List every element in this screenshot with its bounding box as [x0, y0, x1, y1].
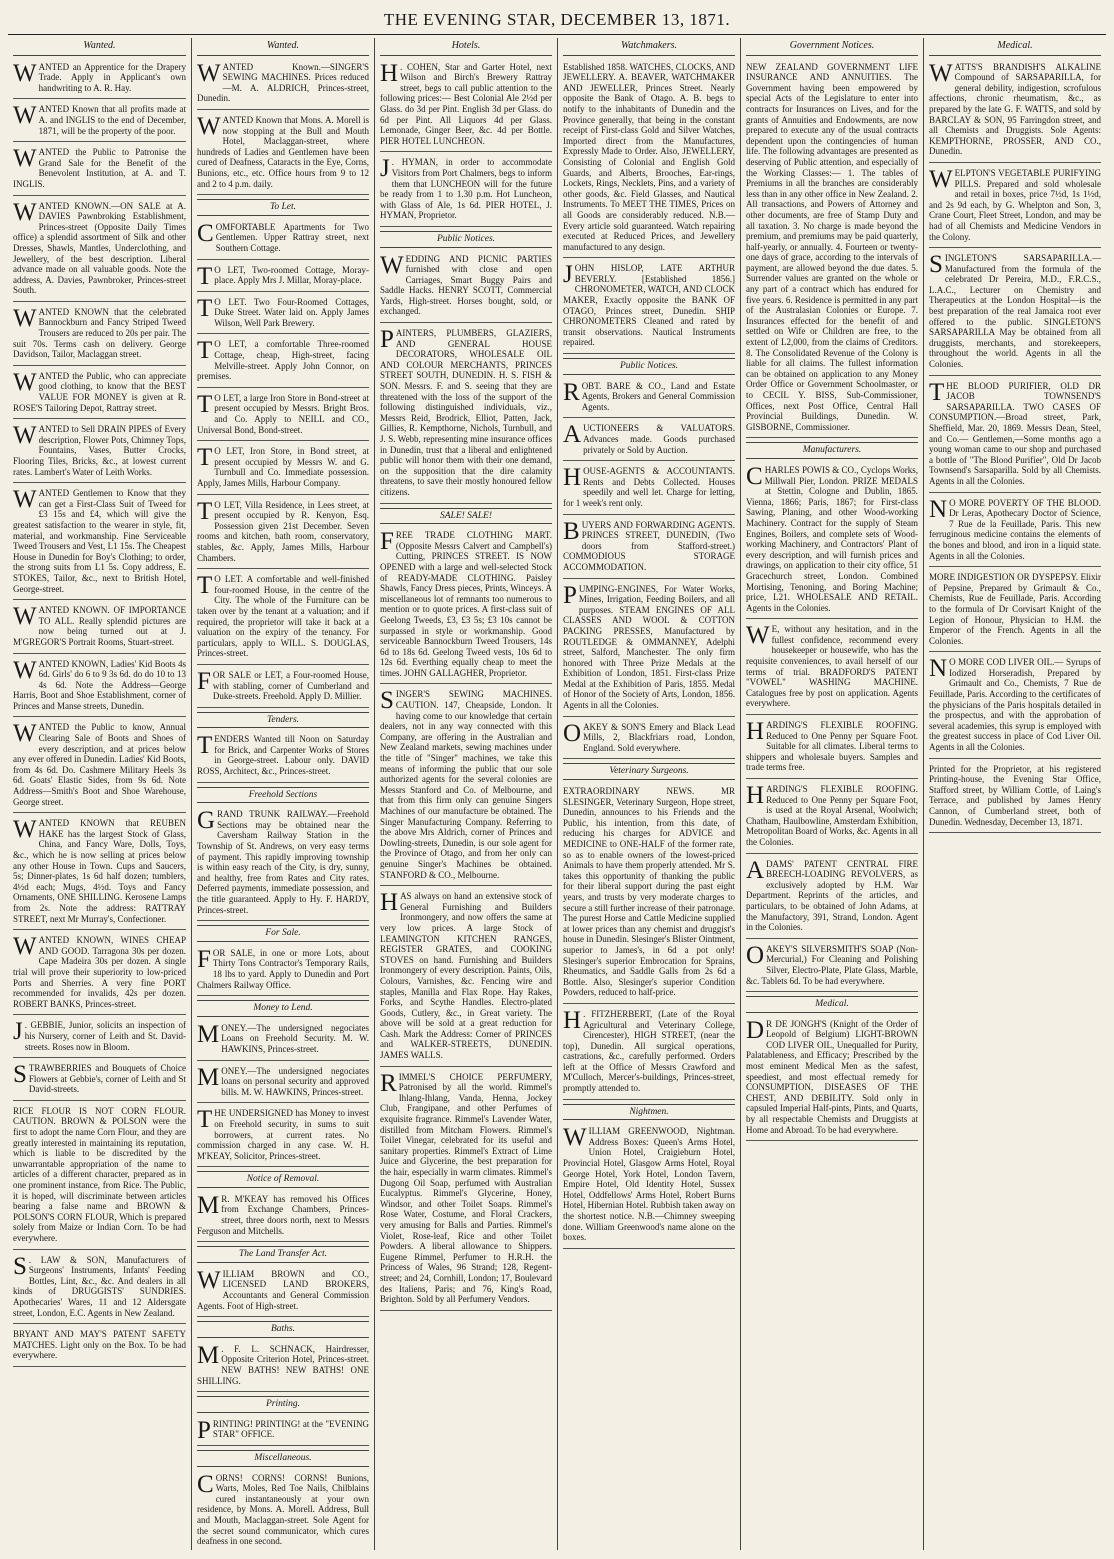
drop-cap: W	[13, 603, 37, 631]
advertisement-text: ANTED Known that all profits made at A. and INGLIS to the end of December, 1871, will be the property of the poor.	[38, 104, 186, 136]
advertisement	[197, 572, 369, 665]
advertisement	[380, 155, 552, 227]
advertisement-text: ANTED the Public to know, Annual Clearing Sale of Boots and Shoes of every description, and at prices below any ever offered in Dunedin. Ladies' Kid Boots, from 4s 6d. Do. Cashmere Military Heels 3s 6d. Goats' Elastic Sides, from 9s 6d. Note Address—Smith's Boot and Shoe Warehouse, George street.	[13, 722, 186, 807]
advertisement	[13, 603, 186, 653]
drop-cap: B	[563, 517, 580, 545]
advertisement	[746, 857, 918, 939]
advertisement	[929, 496, 1101, 568]
advertisement-text: ENDERS Wanted till Noon on Saturday for Brick, and Carpenter Works of Stores in George-street. Labour only. DAVID ROSS, Architect, &c., Princes-street.	[197, 734, 369, 777]
advertisement	[197, 1021, 369, 1061]
drop-cap: S	[13, 1061, 27, 1089]
advertisement	[929, 379, 1101, 493]
advertisement-text: ARDING'S FLEXIBLE ROOFING. Reduced to One Penny per Square Foot. Suitable for all climates. Liberal terms to shippers and wholesale buyers. Samples and trade terms free.	[746, 720, 918, 773]
drop-cap: D	[746, 1016, 765, 1044]
drop-cap: T	[197, 390, 213, 418]
advertisement-text: O MORE POVERTY OF THE BLOOD. Dr Leras, Apothecary Doctor of Science, 7 Rue de la Feuillade, Paris. This new ferruginous medicine contains the elements of the bones and blood, and iron in a liquid state. Agents in all the Colonies.	[929, 497, 1101, 561]
advertisement	[13, 369, 186, 419]
advertisement	[13, 816, 186, 930]
drop-cap: W	[13, 145, 37, 173]
column-3	[374, 38, 557, 1550]
advertisement-text: AS always on hand an extensive stock of General Furnishing and Builders Ironmongery, and now offers the same at very low prices. A large Stock of LEAMINGTON KITCHEN RANGES, REGISTER GRATES, and COOKING STOVES on hand. Furnishing and Builders Ironmongery of every description. Paints, Oils, Colours, Varnishes, &c. Fencing wire and staples, Manilla and Flax Rope. Hay Rakes, Forks, and Scythe Handles. Electro-plated Goods, Cutlery, &c., in Great variety. The above will be sold at a great reduction for Cash. Mark the Address: Corner of PRINCES and WALKER-STREETS, DUNEDIN. JAMES WALLS.	[380, 891, 552, 1061]
column-6	[923, 38, 1106, 1550]
advertisement-text: ANTED Gentlemen to Know that they can get a First-Class Suit of Tweed for £3 15s and £4, which will give the greatest satisfaction to the wearer in style, fit, material, and workmanship. Fine Serviceable Tweed Trousers and Vest, L1 15s. The Cheapest House in Dunedin for Boy's Clothing; to order, the strong suits from L1 5s. Copy address, E. STOKES, Tailor, &c., next to British Hotel, George-street.	[13, 488, 186, 594]
advertisement-text: ARDING'S FLEXIBLE ROOFING. Reduced to One Penny per Square Foot, is used at the Royal Arsenal, Woolwich; Chatham, Haulbowline, Amsterdam Exhibition, Metropolitan Board of Works, &c. Agents in all the Colonies.	[746, 784, 918, 847]
advertisement-text: HE UNDERSIGNED has Money to invest on Freehold security, in sums to suit borrowers, at current rates. No commission charged in any case. W. H. M'KEAY, Solicitor, Princes-street.	[197, 1108, 369, 1161]
advertisement-text: INGLETON'S SARSAPARILLA.—Manufactured from the formula of the celebrated Dr Pereira, M.D., F.R.C.S., L.A.C., Lecturer on Chemistry and Therapeutics at the London Hospital—is the best preparation of the real Jamaica root ever offered to the public. SINGLETON'S SARSAPARILLA May be obtained from all druggists, merchants, and storekeepers, throughout the world. Agents in all the Colonies.	[929, 253, 1101, 370]
drop-cap: O	[563, 719, 582, 747]
advertisement-text: ANTED KNOWN, WINES CHEAP AND GOOD. Tarragona 30s per dozen. Cape Madeira 30s per dozen. A single trial will prove their superiority to low-priced Ports and Sherries. A very fine PORT recommended for invalids, 42s per dozen. ROBERT BANKS, Princes-street.	[13, 935, 186, 1009]
section-heading: Medical.	[746, 996, 918, 1013]
advertisement-text: . F. L. SCHNACK, Hairdresser, Opposite Criterion Hotel, Princes-street. NEW BATHS! NEW BATHS! ONE SHILLING.	[197, 1343, 369, 1386]
advertisement	[929, 655, 1101, 758]
masthead-rule	[8, 34, 1106, 35]
advertisement-text: E, without any hesitation, and in the fullest confidence, recommend every housekeeper or housewife, who has the requisite conveniences, to avail herself of our terms of trial. BRADFORD'S PATENT "VOWEL" WASHING MACHINE. Catalogues free by post on application. Agents everywhere.	[746, 624, 918, 709]
drop-cap: W	[563, 1124, 587, 1152]
advertisement-text: Established 1858. WATCHES, CLOCKS, AND JEWELLERY. A. BEAVER, WATCHMAKER AND JEWELLER, Princes Street. Nearly opposite the Bank of Otago. A. B. begs to notify to the inhabitants of Dunedin and the Province generally, that being in the constant receipt of First-class Gold and Silver Watches, Imported direct from the Manufactures, Expressly Made to Order. Also, JEWELLERY, Consisting of Colonial and English Gold Guards, and Alberts, Brooches, Ear-rings, Lockets, Rings, Necklets, Pins, and a variety of other goods, &c. Field Glasses, and Nautical Instruments. To MEET THE TIMES, Prices on all Goods are considerably reduced. N.B.—Every article sold guaranteed. Watch repairing executed at Reduced Prices, and Jewellery manufactured to any design.	[563, 61, 735, 252]
advertisement	[563, 518, 735, 579]
column-4	[557, 38, 740, 1550]
advertisement-text: ANTED KNOWN that the celebrated Bannockburn and Fancy Striped Tweed Trousers are reduced to 20s per pair. The suit 70s. Terms cash on delivery. George Davidson, Tailor, Maclaggan street.	[13, 306, 186, 360]
advertisement-text: RICE FLOUR IS NOT CORN FLOUR. CAUTION. BROWN & POLSON were the first to adopt the name Corn Flour, and they are greatly interested in maintaining its reputation, which is liable to be discredited by the unwarrantable appropriation of the name to articles of a different character, prepared as in one prominent instance, from Rice. The Public, it is hoped, will discriminate between articles bearing a false name and BROWN & POLSON'S CORN FLOUR, Which is prepared solely from Maize or Indian Corn. To be had everywhere.	[13, 1105, 186, 1243]
advertisement	[746, 718, 918, 779]
advertisement-text: ANTED the Public to Patronise the Grand Sale for the Benefit of the Benevolent Institution, at A. and T. INGLIS.	[13, 147, 186, 189]
advertisement-text: ELPTON'S VEGETABLE PURIFYING PILLS. Prepared and sold wholesale and retail in boxes, price 7½d, 1s 1½d, and 2s 9d each, by G. Whelpton and Son, 3, Crane Court, Fleet Street, London, and may be had of all Chemists and Medicine Vendors in the Colony.	[929, 167, 1101, 242]
advertisement	[197, 1267, 369, 1317]
drop-cap: C	[197, 1470, 214, 1498]
advertisement-text: . FITZHERBERT, (Late of the Royal Agricultural and Veterinary College, Cirencester), HIGH STREET, (near the top), Dunedin. All surgical operations, castrations, &c., carefully performed. Orders left at the Office of Messrs Crawford and M'Culloch, Mercer's-buildings, Princes-street, promptly attended to.	[563, 1008, 735, 1094]
column-header: Government Notices.	[746, 38, 918, 56]
advertisement	[13, 933, 186, 1015]
drop-cap: C	[197, 219, 214, 247]
drop-cap: J	[563, 261, 573, 289]
advertisement-text: ANTED Known.—SINGER'S SEWING MACHINES. Prices reduced—M. A. ALDRICH, Princes-street, Dunedin.	[197, 61, 369, 104]
drop-cap: T	[197, 572, 213, 600]
section-heading: Public Notices.	[380, 231, 552, 248]
drop-cap: W	[929, 59, 953, 87]
drop-cap: P	[197, 1416, 211, 1444]
advertisement	[197, 1192, 369, 1242]
advertisement-text: ONEY.—The undersigned negociates Loans on Freehold Security. M. W. HAWKINS, Princes-street.	[221, 1022, 369, 1054]
advertisement-text: . COHEN, Star and Garter Hotel, next Wilson and Birch's Brewery Rattray street, begs to call public attention to the following prices:— Best Colonial Ale 2½d per Glass. do 3d per Pint. English 3d per Glass. do 6d per Pint. All Liquors 4d per Glass. Lemonade, Ginger Beer, &c. 4d per Bottle. PIER HOTEL LUNCHEON.	[380, 61, 552, 146]
advertisement-text: OHN HISLOP, LATE ARTHUR BEVERLY. [Established 1856.] CHRONOMETER, WATCH, AND CLOCK MAKER, Exactly opposite the BANK OF OTAGO, Princes street, Dunedin. SHIP CHRONOMETERS Cleaned and rated by transit observations. Nautical Instruments repaired.	[563, 263, 735, 348]
advertisement	[197, 1417, 369, 1446]
advertisement	[380, 687, 552, 886]
advertisement	[197, 113, 369, 195]
column-header: Wanted.	[197, 38, 369, 56]
advertisement-text: Printed for the Proprietor, at his registered Printing-house, the Evening Star Office, Stafford street, by William Cottle, of Laing's Terrace, and published by James Henry Cannon, of Cumberland street, both of Dunedin. Wednesday, December 13, 1871.	[929, 763, 1101, 827]
drop-cap: N	[929, 655, 948, 683]
advertisement-text: RINTING! PRINTING! at the "EVENING STAR" OFFICE.	[212, 1418, 369, 1440]
section-heading: The Land Transfer Act.	[197, 1246, 369, 1263]
advertisement-text: O LET, a comfortable Three-roomed Cottage, cheap, High-street, facing Melville-street. Apply John Connor, on premises.	[197, 339, 369, 382]
advertisement	[13, 102, 186, 142]
advertisement	[13, 1327, 186, 1367]
advertisement	[197, 807, 369, 921]
column-1	[8, 38, 191, 1550]
advertisement-text: . GEBBIE, Junior, solicits an inspection of his Nursery, corner of Leith and St. David-streets. Roses now in Bloom.	[24, 1020, 186, 1052]
drop-cap: W	[380, 251, 404, 279]
section-heading: For Sale.	[197, 925, 369, 942]
advertisement-text: ANTED the Public, who can appreciate good clothing, to know that the BEST VALUE FOR MONEY is given at R. ROSE'S Tailoring Depot, Rattray street.	[13, 370, 186, 413]
column-header: Wanted.	[13, 38, 186, 56]
advertisement	[13, 720, 186, 813]
advertisement	[13, 1018, 186, 1058]
advertisement-text: MORE INDIGESTION OR DYSPEPSY. Elixir of Pepsine, Prepared by Grimault & Co., Chemists, Rue de Feuillade, Paris. According to the formula of Dr Corvisart Knight of the Legion of Honour, Physician to H.M. the Emperor of the French. Agents in all the Colonies.	[929, 572, 1101, 646]
advertisement-text: ONEY.—The undersigned negociates loans on personal security and approved bills. M. W. HAWKINS, Princes-street.	[221, 1065, 369, 1097]
drop-cap: H	[746, 718, 765, 746]
advertisement	[563, 1124, 735, 1249]
section-heading: Nightmen.	[563, 1104, 735, 1121]
advertisement-text: ANTED KNOWN, Ladies' Kid Boots 4s 6d. Girls' do 6 to 9 3s 6d. do do 10 to 13 4s 6d. Note the Address—George Harris, Boot and Shoe Establishment, corner of Princes and Manse streets, Dunedin.	[13, 658, 186, 711]
advertisement	[929, 762, 1101, 834]
section-heading: Tenders.	[197, 712, 369, 729]
advertisement	[197, 263, 369, 292]
advertisement-text: EXTRAORDINARY NEWS. MR SLESINGER, Veterinary Surgeon, Hope street, Dunedin, announces to his Friends and the Public, his intention, from this date, of reducing his charges for ADVICE and MEDICINE to ONE-HALF of the former rate, so as to enable owners of the lowest-priced Animals to have them properly attended. Mr S. takes this opportunity of thanking the public for their liberal support during the past eight years, and trusts by very moderate charges to secure a still further increase of their patronage. The purest Horse and Cattle Medicine supplied at lower prices than any chemist and druggist's house in Dunedin. Slesinger's Blister Ointment, superior to James's, in 6d a pot only! Slesinger's superior Embrocation for Sprains, Rheumatics, and Saddle Galls from 2s 6d a Bottle. Also, Slesinger's superior Condition Powders, reduced to half-price.	[563, 786, 735, 998]
advertisement-text: ANTED Known that Mons. A. Morell is now stopping at the Bull and Mouth Hotel, Maclaggan-street, where hundreds of Ladies and Gentlemen have been cured of Deafness, Cataracts in the Eye, Corns, Bunions, etc., etc. Office hours from 9 to 12 and 2 to 4 p.m. daily.	[197, 114, 369, 189]
advertisement	[929, 251, 1101, 376]
advertisement	[197, 1064, 369, 1104]
advertisement	[380, 60, 552, 153]
advertisement	[197, 668, 369, 708]
section-heading: Public Notices.	[563, 358, 735, 375]
advertisement-text: ANTED to Sell DRAIN PIPES of Every description, Flower Pots, Chimney Tops, Fountains, Vases, Butter Crocks, Flooring Tiles, Bricks, &c., at lowest current rates. Lambert's Water of Leith Works.	[13, 424, 186, 477]
advertisement	[380, 889, 552, 1067]
drop-cap: J	[13, 1018, 23, 1046]
advertisement	[746, 782, 918, 854]
drop-cap: J	[380, 155, 390, 183]
advertisement-text: O LET. Two Four-Roomed Cottages, Duke Street. Water laid on. Apply James Wilson, Well Park Brewery.	[214, 296, 369, 328]
drop-cap: W	[13, 720, 37, 748]
advertisement-text: OBT. BARE & CO., Land and Estate Agents, Brokers and General Commission Agents.	[581, 380, 735, 412]
advertisement	[13, 1104, 186, 1250]
advertisement-text: ATTS'S BRANDISH'S ALKALINE Compound of SARSAPARILLA, for general debility, indigestion, scrofulous affections, chronic rheumatism, &c., as prepared by the late G. F. WATTS, and sold by BARCLAY & SON, 95 Farringdon street, and all Chemists and Druggists. Sole Agents: KEMPTHORNE, PROSSER, AND CO., Dunedin.	[929, 61, 1101, 157]
drop-cap: O	[746, 941, 765, 969]
drop-cap: A	[563, 421, 582, 449]
drop-cap: W	[13, 198, 37, 226]
section-heading: Notice of Removal.	[197, 1171, 369, 1188]
column-header: Medical.	[929, 38, 1101, 56]
advertisement-text: RAND TRUNK RAILWAY.—Freehold Sections may be obtained near the Caversham Railway Station in the Township of St. Andrews, on very easy terms of payment. This rapidly improving township is within easy reach of the City, is dry, sunny, and healthy, free from Rates and City rates. Deferred payments, immediate possession, and the title guaranteed. Apply to Hy. F. HARDY, Princes-street.	[197, 809, 369, 915]
advertisement	[563, 1007, 735, 1100]
advertisement	[746, 942, 918, 992]
drop-cap: T	[197, 262, 213, 290]
advertisement	[13, 305, 186, 366]
advertisement-text: IMMEL'S CHOICE PERFUMERY, Patronised by all the world. Rimmel's Ihlang-Ihlang, Vanda, Henna, Jockey Club, Frangipane, and other Perfumes of exquisite fragrance. Rimmel's Lavender Water, distilled from Mitcham Flowers. Rimmel's Toilet Vinegar, celebrated for its useful and sanitary properties. Rimmel's Extract of Lime Juice and Glycerine, the best preparation for the hair, especially in warm climates. Rimmel's Dugong Oil Soap, perfumed with Australian Eucalyptus. Rimmel's Glycerine, Honey, Windsor, and other Toilet Soaps. Rimmel's Rose Water, Costume, and Floral Crackers, very amusing for Balls and Parties. Rimmel's Violet, Rose-leaf, Rice and other Toilet Powders. A liberal allowance to Shippers. Eugene Rimmel, Perfumer to H.R.H. the Princess of Wales, 96 Strand; 128, Regent-street; and 24, Cornhill, London; 17, Boulevard des Italiens, Paris; and 76, King's Road, Brighton. Sold by all Perfumery Vendors.	[380, 1071, 552, 1305]
advertisement	[929, 570, 1101, 652]
advertisement	[197, 337, 369, 387]
drop-cap: P	[380, 326, 394, 354]
advertisement	[746, 622, 918, 715]
advertisement-text: HE BLOOD PURIFIER, OLD DR JACOB TOWNSEND'S SARSAPARILLA. TWO CASES OF CONSUMPTION.—Broad street, Park, Sheffield, Mar. 20, 1869. Messrs Dean, Steel, and Co.— Gentlemen,—Some months ago a young woman came to our shop and purchased a bottle of "The Blood Purifier", Old Dr Jacob Townsend's Sarsaparilla. Sold by all Chemists. Agents in all the Colonies.	[929, 380, 1101, 486]
advertisement	[563, 261, 735, 354]
section-heading: Veterinary Surgeons.	[563, 763, 735, 780]
advertisement-text: AKEY'S SILVERSMITH'S SOAP (Non-Mercurial,) For Cleaning and Polishing Silver, Electro-Plate, Plate Glass, Marble, &c. Tablets 6d. To be had everywhere.	[746, 943, 918, 986]
drop-cap: W	[13, 422, 37, 450]
advertisement	[380, 326, 552, 504]
drop-cap: T	[197, 294, 213, 322]
advertisement	[13, 657, 186, 718]
advertisement-text: DAMS' PATENT CENTRAL FIRE BREECH-LOADING REVOLVERS, as exclusively adopted by H.M. War Department. Reprints of the articles, and particulars, to be obtained of John Adams, at the Manufactory, 391, Strand, London. Agent in the Colonies.	[746, 858, 918, 933]
drop-cap: W	[197, 112, 221, 140]
advertisement-text: HARLES POWIS & CO., Cyclops Works, Millwall Pier, London. PRIZE MEDALS at Stettin, Cologne and Dublin, 1865. Vienna, 1866; Paris, 1867; for First-class Sawing, Planing, and other Wood-working Machinery. Contract for the supply of Steam Engines, Boilers, and complete sets of Wood-working Machinery, and Contractors' Plant of every description, and will furnish prices and drawings, on application to their city office, 51 Gracechurch street, London. Combined Mortising, Tenoning, and Boring Machine; price, L21. WHOLESALE AND RETAIL. Agents in the Colonies.	[746, 464, 918, 613]
drop-cap: T	[929, 378, 945, 406]
drop-cap: F	[197, 667, 211, 695]
advertisement-text: REE TRADE CLOTHING MART. (Opposite Messrs Calvert and Campbell's) Cutting, PRINCES STREET. IS NOW OPENED with a large and well-selected Stock of READY-MADE CLOTHING. Paisley Shawls, Fancy Dress pieces, Prints, Winceys. A miscellaneous lot of remnants too numerous to mention or to quote prices. A first-class suit of Geelong Tweeds, £3, £3 5s; £3 10s cannot be surpassed in style or workmanship. Good serviceable Bannockburn Tweed Trousers, 14s 6d to 18s 6d. Geelong Tweed vests, 10s 6d to 12s 6d. Everthing equally cheap to meet the times. JOHN GALLAGHER, Proprietor.	[380, 530, 552, 678]
advertisement	[380, 1070, 552, 1311]
advertisement-text: R. M'KEAY has removed his Offices from Exchange Chambers, Princes-street, three doors north, next to Messrs Ferguson and Mitchells.	[197, 1193, 369, 1236]
column-5	[740, 38, 923, 1550]
drop-cap: T	[197, 1106, 213, 1134]
advertisement	[197, 1342, 369, 1392]
advertisement-text: O MORE COD LIVER OIL.— Syrups of Iodized Horseradish, Prepared by Grimault and Co., Chemists, 7 Rue de Feuillade, Paris. According to the certificates of the physicians of the Paris hospitals detailed in the prospectus, and with the approbation of several academies, this syrup is employed with the greatest success in place of Cod Liver Oil. Agents in all the Colonies.	[929, 657, 1101, 753]
advertisement-text: O LET, Villa Residence, in Lees street, at present occupied by R. Kenyon, Esq. Possession given 21st December. Seven rooms and kitchen, bath room, conservatory, stables, &c. Apply, James Mills, Harbour Chambers.	[197, 499, 369, 563]
advertisement-text: O LET. A comfortable and well-finished four-roomed House, in the centre of the City. The whole of the Furniture can be taken over by the tenant at a valuation; and if required, the proprietor will take it back at a valuation on the expiry of the tenancy. For particulars, apply to WILL. S. DOUGLAS, Princes-street.	[197, 574, 369, 659]
drop-cap: F	[380, 528, 394, 556]
advertisement-text: . LAW & SON, Manufacturers of Surgeons' Instruments, Infants' Feeding Bottles, Lint, &c., &c. And dealers in all kinds of DRUGGISTS' SUNDRIES. Apothecaries' Wares, 11 and 12 Aldersgate street, London, E.C. Agents in New Zealand.	[13, 1254, 186, 1318]
masthead: THE EVENING STAR, DECEMBER 13, 1871.	[383, 10, 731, 29]
drop-cap: W	[13, 486, 37, 514]
advertisement	[197, 946, 369, 996]
drop-cap: R	[380, 1069, 397, 1097]
drop-cap: H	[380, 889, 399, 917]
advertisement-text: ANTED KNOWN that REUBEN HAKE has the largest Stock of Glass, China, and Fancy Ware, Dolls, Toys, &c., which he is now selling at prices below any other House in Town. Cups and Saucers, 5s; Dinner-plates, 1s 6d half dozen; tumblers, 4½d each; Mugs, 4½d. Toys and Fancy Ornaments, ONE SHILLING. Kerosene Lamps from 2s. Note the address: RATTRAY STREET, next Mr Murray's, Confectioner.	[13, 818, 186, 924]
drop-cap: H	[746, 782, 765, 809]
advertisement-text: ILLIAM BROWN and CO., LICENSED LAND BROKERS, Accountants and General Commission Agents. Foot of High-street.	[197, 1268, 369, 1311]
drop-cap: W	[13, 102, 37, 130]
advertisement-text: ANTED KNOWN. OF IMPORTANCE TO ALL. Really splendid pictures are now being turned out at J. M'GREGOR'S Portrait Rooms, Stuart-street.	[13, 605, 186, 647]
drop-cap: W	[746, 622, 770, 650]
advertisement-text: ILLIAM GREENWOOD, Nightman. Address Boxes: Queen's Arms Hotel, Union Hotel, Craigieburn Hotel, Provincial Hotel, Glasgow Arms Hotel, Royal George Hotel, York Hotel, London Tavern, Empire Hotel, Old Identity Hotel, Sussex Hotel, Oddfellows' Arms Hotel, Robert Burns Hotel, Hibernian Hotel. Rubbish taken away on the shortest notice. N.B.—Chimney sweeping done. William Greenwood's name alone on the boxes.	[563, 1126, 735, 1243]
advertisement-text: NEW ZEALAND GOVERNMENT LIFE INSURANCE AND ANNUITIES. The Government having been empowered by special Acts of the Legislature to enter into contracts for Insurances on Lives, and for the grants of Annuities and Endowments, are now prepared to execute any of the usual contracts dependent upon the contingencies of human life. The following advantages are presented as deserving of Public attention, and especially of the Working Classes:— 1. The tables of Premiums in all the branches are considerably less than in any other office in New Zealand. 2. All transactions, and Powers of Attorney and other documents, are free of Stamp Duty and all taxation. 3. No charge is made beyond the premium, and premiums may be paid quarterly, half-yearly, or annually. 4. Fourteen or twenty-one days of grace, according to the intervals of payment, are allowed beyond the due dates. 5. Surrender values are granted on the whole or any part of a contract which has endured for five years. 6. Residence is permitted in any part of the Australasian Colonies or Europe. 7. Insurances effected for the benefit of and settled on Wife or Children are free, to the extent of L2,000, from the claims of Creditors. 8. The Consolidated Revenue of the Colony is liable for all claims. The fullest information can be obtained on application to any Money Order Office or Government Schoolmaster, or to CECIL Y. BISS, Sub-Commissioner, Offices, next Post Office, Central Hall Provincial Buildings, Dunedin. W. GISBORNE, Commissioner.	[746, 61, 918, 432]
drop-cap: T	[197, 337, 213, 365]
drop-cap: S	[13, 1252, 27, 1280]
column-header: Watchmakers.	[563, 38, 735, 56]
section-heading: Manufacturers.	[746, 442, 918, 459]
advertisement	[197, 295, 369, 335]
advertisement	[13, 1061, 186, 1101]
drop-cap: S	[929, 251, 943, 279]
advertisement	[929, 166, 1101, 248]
advertisement-text: O LET, Iron Store, in Bond street, at present occupied by Messrs W. and G. Turnbull and Co. Immediate possession. Apply, James Mills, Harbour Company.	[197, 446, 369, 488]
advertisement	[563, 60, 735, 259]
drop-cap: H	[380, 59, 399, 87]
advertisement-text: R DE JONGH'S (Knight of the Order of Leopold of Belgium) LIGHT-BROWN COD LIVER OIL, Unequalled for Purity, Palatableness, and Efficacy; Prescribed by the most eminent Medical Men as the safest, speediest, and most effectual remedy for CONSUMPTION, DISEASES OF THE CHEST, AND DEBILITY. Sold only in capsuled Imperial Half-pints, Pints, and Quarts, by all respectable Chemists and Druggists at Home and Abroad. To be had everywhere.	[746, 1018, 918, 1135]
drop-cap: A	[746, 856, 765, 884]
section-heading: To Let.	[197, 199, 369, 216]
advertisement-text: ANTED an Apprentice for the Drapery Trade. Apply in Applicant's own handwriting to A. R. Hay.	[38, 61, 186, 93]
drop-cap: F	[197, 945, 211, 973]
section-heading: Money to Lend.	[197, 1000, 369, 1017]
advertisement	[13, 199, 186, 302]
advertisement	[13, 486, 186, 600]
advertisement	[746, 1017, 918, 1142]
advertisement-text: AINTERS, PLUMBERS, GLAZIERS, AND GENERAL HOUSE DECORATORS, WHOLESALE OIL AND COLOUR MERCHANTS, PRINCES STREET SOUTH, DUNEDIN. H. S. FISH & SON. Messrs. F. and S. seeing that they are threatened with the loss of the support of the following distinguished individuals, viz., Messrs Reid, Brodrick, Elliot, Patten, Jack, Gillies, R. Kempthorne, Nichols, Turnbull, and J. S. Webb, representing mine insurance offices in Dunedin, trust that a liberal and enlightened public will honor them with their one demand, on the supposition that the dire calamity threatens, to save their mostly honoured fellow citizens.	[380, 328, 552, 497]
drop-cap: H	[563, 1006, 582, 1034]
section-heading: Freehold Sections	[197, 787, 369, 804]
drop-cap: W	[13, 368, 37, 396]
advertisement-text: O LET, Two-roomed Cottage, Moray-place. Apply Mrs J. Millar, Moray-place.	[214, 264, 369, 286]
advertisement	[563, 582, 735, 717]
advertisement-text: INGER'S SEWING MACHINES. CAUTION. 147, Cheapside, London. It having come to our knowledge that certain dealers, not in any way connected with this Company, are offering in the Australian and New Zealand markets, sewing machines under the title of "Singer" machines, we take this means of informing the public that our sole authorized agents for the several colonies are Messrs Stanford and Co. of Melbourne, and that from this firm only can genuine Singers Machines of our manufacture be obtained. The Singer Manufacturing Company. Referring to the above Mrs Aldrich, corner of Princes and Dowling-streets, Dunedin, is our sole agent for the Province of Otago, and from her only can genuine Singer's Machines be obtained. STANFORD & CO., Melbourne.	[380, 689, 552, 880]
advertisement-text: TRAWBERRIES and Bouquets of Choice Flowers at Gebbie's, corner of Leith and St David-streets.	[28, 1063, 186, 1095]
advertisement	[380, 528, 552, 684]
advertisement	[563, 720, 735, 760]
drop-cap: C	[746, 462, 763, 490]
advertisement-text: OR SALE or LET, a Four-roomed House, with stabling, corner of Cumberland and Duke-streets. Freehold. Apply D. Millier.	[212, 669, 369, 702]
drop-cap: W	[197, 1266, 221, 1294]
advertisement-text: BRYANT AND MAY'S PATENT SAFETY MATCHES. Light only on the Box. To be had everywhere.	[13, 1329, 186, 1361]
advertisement-text: OR SALE, in one or more Lots, about Thirty Tons Contractor's Temporary Rails, 18 lbs to yard. Apply to Dunedin and Port Chalmers Railway Office.	[197, 947, 369, 990]
advertisement-text: UCTIONEERS & VALUATORS. Advances made. Goods purchased privately or Sold by Auction.	[583, 423, 735, 455]
drop-cap: R	[563, 378, 580, 406]
advertisement	[13, 60, 186, 100]
advertisement	[746, 60, 918, 439]
section-heading: Baths.	[197, 1321, 369, 1338]
column-header: Hotels.	[380, 38, 552, 56]
newspaper-columns	[8, 38, 1106, 1550]
advertisement-text: EDDING AND PICNIC PARTIES furnished with close and open Carriages, Smart Buggy Pairs and Saddle Hacks. HENRY SCOTT, Commercial Yards, High-street. Horses bought, sold, or exchanged.	[380, 253, 552, 317]
drop-cap: T	[197, 444, 213, 472]
drop-cap: N	[929, 495, 948, 523]
advertisement	[563, 379, 735, 419]
column-2	[191, 38, 374, 1550]
advertisement	[197, 444, 369, 494]
advertisement-text: OUSE-AGENTS & ACCOUNTANTS. Rents and Debts Collected. Houses speedily and well let. Charge for letting, for 1 week's rent only.	[563, 466, 735, 508]
drop-cap: W	[13, 656, 37, 684]
advertisement-text: O LET, a large Iron Store in Bond-street at present occupied by Messrs. Bright Bros. and Co. Apply to NEILL and CO., Universal Bond, Bond-street.	[197, 392, 369, 435]
advertisement	[13, 1253, 186, 1325]
advertisement	[197, 391, 369, 441]
advertisement-text: . HYMAN, in order to accommodate Visitors from Port Chalmers, begs to inform them that LUNCHEON will for the future be ready from 1 to 1.30 p.m. Hot Luncheon, with Glass of Ale, 1s 6d. PIER HOTEL, J. HYMAN, Proprietor.	[380, 157, 552, 221]
drop-cap: S	[380, 687, 394, 715]
drop-cap: W	[13, 304, 37, 332]
advertisement-text: UYERS AND FORWARDING AGENTS. PRINCES STREET, DUNEDIN, (Two doors from Stafford-street.) COMMODIOUS STORAGE ACCOMMODATION.	[563, 519, 735, 572]
advertisement	[563, 784, 735, 1004]
advertisement	[197, 1106, 369, 1167]
advertisement-text: OMFORTABLE Apartments for Two Gentlemen. Upper Rattray street, next Southern Cottage.	[215, 221, 369, 253]
advertisement	[563, 421, 735, 461]
drop-cap: W	[13, 933, 37, 961]
drop-cap: H	[563, 464, 582, 492]
advertisement	[13, 145, 186, 195]
advertisement	[13, 422, 186, 483]
advertisement	[746, 463, 918, 619]
drop-cap: M	[197, 1341, 220, 1369]
advertisement	[197, 732, 369, 782]
advertisement-text: ANTED KNOWN.—ON SALE at A. DAVIES Pawnbroking Establishment, Princes-street (Opposite Daily Times office) a splendid assortment of Silk and other Dresses, Shawls, Mantles, Underclothing, and Jewellery, of the best description. Liberal advance made on all valuable goods. Note the address, A. Davies, Pawnbroker, Princes-street South.	[13, 200, 186, 296]
advertisement	[197, 498, 369, 570]
drop-cap: M	[197, 1020, 220, 1048]
advertisement	[197, 60, 369, 110]
advertisement-text: UMPING-ENGINES, For Water Works, Mines, Irrigation, Feeding Boilers, and all purposes. STEAM ENGINES OF ALL CLASSES AND WOOL & COTTON PACKING PRESSES, Manufactured by ROUTLEDGE & OMMANNEY, Adelphi street, Salford, Manchester. The only firm honored with Three Prize Medals at the Exhibition of London, 1851. First-class Prize Medal at the Exhibition of Paris, 1855. Medal of Honor of the Society of Arts, London, 1856. Agents in all the Colonies.	[563, 583, 735, 711]
drop-cap: M	[197, 1191, 220, 1219]
advertisement	[563, 464, 735, 514]
advertisement	[197, 220, 369, 260]
drop-cap: M	[197, 1063, 220, 1091]
drop-cap: P	[563, 581, 577, 609]
advertisement	[197, 1471, 369, 1550]
advertisement	[929, 60, 1101, 163]
drop-cap: T	[197, 497, 213, 525]
section-heading: Miscellaneous.	[197, 1450, 369, 1467]
drop-cap: W	[13, 816, 37, 844]
drop-cap: W	[197, 59, 221, 87]
drop-cap: W	[13, 59, 37, 87]
section-heading: SALE! SALE!	[380, 508, 552, 525]
drop-cap: T	[197, 732, 213, 760]
advertisement-text: ORNS! CORNS! CORNS! Bunions, Warts, Moles, Red Toe Nails, Chilblains cured instantaneously at your own residence, by Mons. A. Morell. Address, Bull and Mouth, Maclaggan-street. Sole Agent for the secret sound communicator, which cures deafness in one second.	[197, 1472, 369, 1547]
advertisement	[380, 252, 552, 324]
advertisement-text: AKEY & SON'S Emery and Black Lead Mills, 2, Blackfriars road, London, England. Sold everywhere.	[583, 721, 735, 753]
section-heading: Printing.	[197, 1396, 369, 1413]
drop-cap: G	[197, 807, 216, 835]
drop-cap: W	[929, 165, 953, 193]
